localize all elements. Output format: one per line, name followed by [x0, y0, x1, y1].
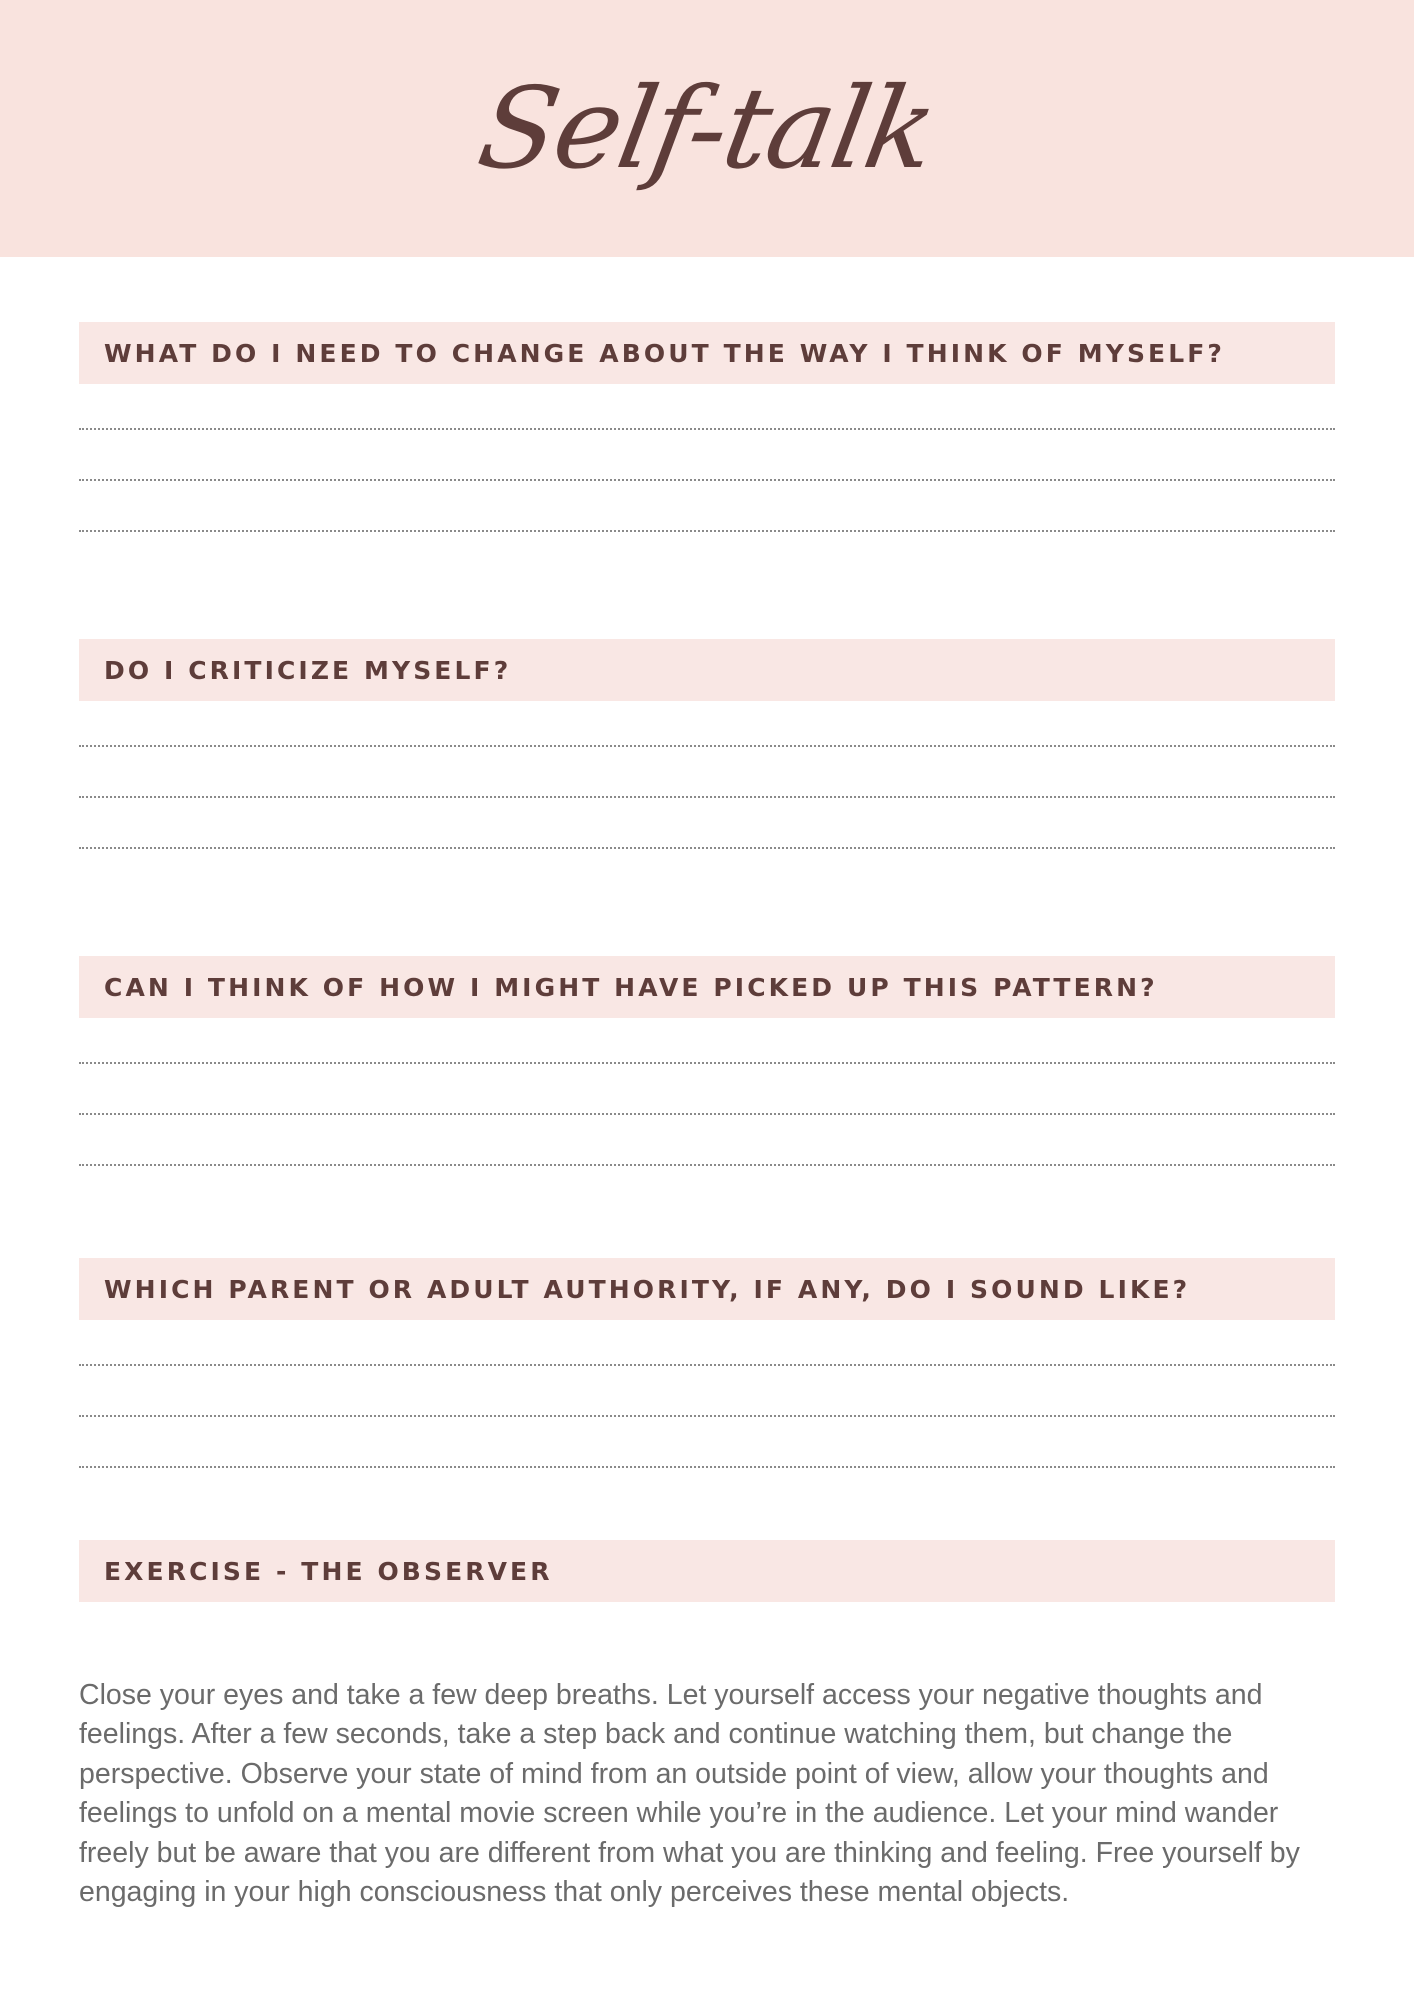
answer-line[interactable] [79, 1164, 1335, 1166]
answer-line[interactable] [79, 847, 1335, 849]
question-bar [79, 322, 1335, 384]
answer-line[interactable] [79, 479, 1335, 481]
answer-line[interactable] [79, 745, 1335, 747]
answer-line[interactable] [79, 1113, 1335, 1115]
question-label: WHICH PARENT OR ADULT AUTHORITY, IF ANY, DO I SOUND LIKE? [104, 1274, 1191, 1304]
answer-line[interactable] [79, 1466, 1335, 1468]
question-label: WHAT DO I NEED TO CHANGE ABOUT THE WAY I THINK OF MYSELF? [104, 338, 1226, 368]
question-bar [79, 1258, 1335, 1320]
answer-line[interactable] [79, 1062, 1335, 1064]
exercise-body: Close your eyes and take a few deep breaths. Let yourself access your negative thoughts and feelings. After a few seconds, take a step back and continue watching them, but change the perspective. Observe your state of mind from an outside point of view, allow your thoughts and feelings to unfold on a mental movie screen while you’re in the audience. Let your mind wander freely but be aware that you are different from what you are thinking and feeling. Free yourself by engaging in your high consciousness that only perceives these mental objects. [79, 1678, 1300, 1908]
question-label: DO I CRITICIZE MYSELF? [104, 655, 512, 685]
answer-line[interactable] [79, 1364, 1335, 1366]
question-bar [79, 639, 1335, 701]
answer-line[interactable] [79, 530, 1335, 532]
answer-line[interactable] [79, 428, 1335, 430]
exercise-heading: EXERCISE - THE OBSERVER [104, 1556, 553, 1586]
answer-line[interactable] [79, 796, 1335, 798]
header-band [0, 0, 1414, 257]
page-title: Self-talk [469, 63, 945, 194]
question-label: CAN I THINK OF HOW I MIGHT HAVE PICKED UP THIS PATTERN? [104, 972, 1158, 1002]
question-bar [79, 956, 1335, 1018]
exercise-heading-bar [79, 1540, 1335, 1602]
answer-line[interactable] [79, 1415, 1335, 1417]
